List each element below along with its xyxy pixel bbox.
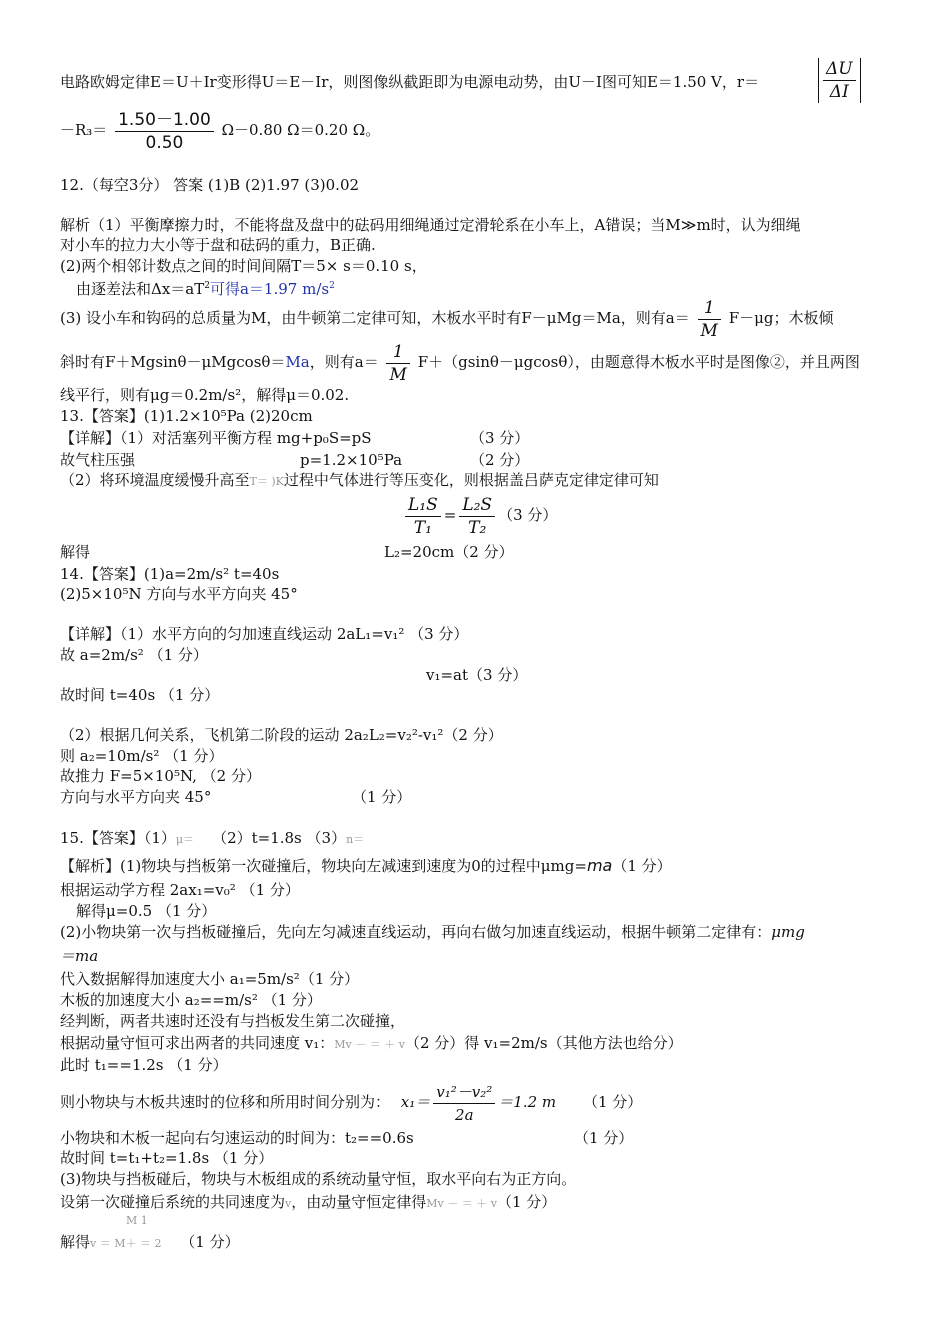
q14-e4-score: （1 分） [352,788,412,806]
q15-p7: 木板的加速度大小 a₂==m/s² （1 分） [60,991,322,1009]
q13-d1: 【详解】（1）对活塞列平衡方程 mg+p₀S=pS [60,429,372,447]
q15-p11 [60,1080,642,1126]
top-line-2-pre: －R₃＝ [60,121,108,139]
q13-d2-score: （2 分） [470,451,530,469]
q15-p16-score: （1 分） [180,1233,240,1251]
q12-c1-pre: (3) 设小车和钩码的总质量为M，由牛顿第二定律可知，木板水平时有F－μMg＝Ma，则有a＝ [60,309,690,327]
q13-formula: $\frac{\text{L₁S}}{\text{T₁}}$ = $\frac{\text{L₂S}}{\text{T₂}}$ （3 分） [402,492,557,539]
q15-p16-num: M 1 [126,1214,148,1227]
q15-p16 [60,1232,240,1254]
q13-frac-right [459,494,495,539]
q15-p6: 代入数据解得加速度大小 a₁=5m/s²（1 分） [60,970,360,988]
q13-answer: 13.【答案】(1)1.2×10⁵Pa (2)20cm [60,407,313,425]
q15-p11-score: （1 分） [582,1093,643,1111]
q12-c1-num: 1 [698,297,721,320]
q12-c2 [60,340,860,386]
q15-p2: 根据运动学方程 2ax₁=v₀² （1 分） [60,881,300,899]
q15-answer-f1: μ＝ [175,833,195,846]
q15-answer-f3: n＝ [346,833,365,846]
q14-answer2: (2)5×10⁵N 方向与水平方向夹 45° [60,585,298,603]
q14-d1: 【详解】（1）水平方向的匀加速直线运动 2aL₁=v₁² （3 分） [60,625,469,643]
q14-d3: v₁=at（3 分） [426,666,528,684]
q12-c2-post: F＋（gsinθ－μgcosθ），由题意得木板水平时是图像②，并且两图 [417,353,860,371]
q15-p1-score: （1 分） [612,857,672,875]
q12-c2-pre: 斜时有F＋Mgsinθ－μMgcosθ＝ [60,353,286,371]
q15-p1-ma: ma [586,856,613,875]
q15-answer-pre: 15.【答案】（1） [60,829,176,847]
q12-header: 12.（每空3分） 答案 (1)B (2)1.97 (3)0.02 [60,176,360,194]
q15-answer [60,828,364,850]
q15-p1 [60,856,672,876]
q15-p12-score: （1 分） [574,1129,634,1147]
q13-frac-left [405,494,441,539]
q15-p11-den: 2a [455,1105,474,1124]
q15-p11-rhs: ＝1.2 m [498,1093,557,1111]
q15-p13: 故时间 t=t₁+t₂=1.8s （1 分） [60,1149,274,1167]
q13-f-score: （3 分） [498,506,558,524]
top-line-1-text: 电路欧姆定律E＝U＋Ir变形得U＝E－Ir，则图像纵截距即为电源电动势，由U－I图可知E＝1.50 V，r＝ [60,73,760,91]
q14-d2: 故 a=2m/s² （1 分） [60,646,208,664]
q12-b1: (2)两个相邻计数点之间的时间间隔T＝5× s＝0.10 s， [60,257,427,275]
q15-p8: 经判断，两者共速时还没有与挡板发生第二次碰撞， [60,1012,406,1030]
q14-e2: 则 a₂=10m/s² （1 分） [60,747,224,765]
q14-e3: 故推力 F=5×10⁵N, （2 分） [60,767,261,785]
q12-c1-post: F－μg；木板倾 [728,309,834,327]
q15-p3: 解得μ=0.5 （1 分） [76,902,217,920]
q15-p16-faint: v ＝ M＋ ＝ 2 [90,1237,162,1250]
q15-p11-frac [433,1081,495,1126]
abs-bars [818,58,861,103]
q12-a2: 对小车的拉力大小等于盘和砝码的重力，B正确. [60,236,376,254]
q13-frac-left-num: L₁S [405,494,441,517]
top-line-2 [60,108,380,154]
abs-frac [823,58,856,103]
q15-p9-pre: 根据动量守恒可求出两者的共同速度 v₁： [60,1034,335,1052]
q13-d3 [60,470,659,492]
q12-c2-frac [386,341,409,386]
q13-frac-right-num: L₂S [459,494,495,517]
q15-p9-post: （2 分）得 v₁=2m/s（其他方法也给分） [404,1034,683,1052]
q15-p1-pre: 【解析】(1)物块与挡板第一次碰撞后，物块向左减速到速度为0的过程中μmg= [60,857,587,875]
q12-b2-pre: 由逐差法和Δx＝aT [76,280,205,298]
q13-d3-faint: T＝ )K [249,475,284,488]
q12-b2-blue: 可得a＝1.97 m/s [209,280,330,298]
abs-den: ΔI [829,82,849,102]
q12-c2-mid: ，则有a＝ [309,353,379,371]
q12-c1-den: M [700,320,718,341]
abs-num: ΔU [823,58,856,81]
q12-c1-frac [698,297,721,342]
q13-frac-left-den: T₁ [413,517,432,538]
top-line-2-post: Ω－0.80 Ω＝0.20 Ω。 [221,121,381,139]
q15-p11-num: v₁²－v₂² [433,1081,495,1104]
q15-p4 [60,922,805,942]
q13-frac-right-den: T₂ [468,517,487,538]
top-frac-num: 1.50－1.00 [115,109,214,132]
q12-b2: 由逐差法和$\Delta x=aT^2$可得a＝1.97 $m/s^2$ [76,280,335,298]
q15-p15-faint2: Mv － ＝ ＋ v [426,1197,497,1210]
q12-c2-blue: Ma [285,353,310,371]
q15-answer-mid: （2）t=1.8s （3） [212,829,347,847]
q15-p15-pre: 设第一次碰撞后系统的共同速度为 [60,1193,286,1211]
q13-d3-post: 过程中气体进行等压变化，则根据盖吕萨克定律定律可知 [283,471,659,489]
q12-a1: 解析（1）平衡摩擦力时，不能将盘及盘中的砝码用细绳通过定滑轮系在小车上，A错误；当M≫m时，认为细绳 [60,216,801,234]
q15-p14: (3)物块与挡板碰后，物块与木板组成的系统动量守恒，取水平向右为正方向。 [60,1170,577,1188]
q15-p15-faint: v [285,1197,292,1210]
q15-p5: ＝ma [60,947,99,965]
q15-p9 [60,1033,683,1055]
q13-d3-pre: （2）将环境温度缓慢升高至 [60,471,250,489]
q14-e4: 方向与水平方向夹 45° [60,788,212,806]
q13-sol: 解得 [60,543,91,561]
q12-c1 [60,296,834,342]
q15-p4-pre: (2)小物块第一次与挡板碰撞后，先向左匀减速直线运动，再向右做匀加速直线运动，根据牛顿第二定律有： [60,923,772,941]
q13-sol-eq: L₂=20cm（2 分） [384,543,514,561]
abs-fraction [818,58,861,103]
q15-p11-lhs: x₁＝ [400,1093,431,1111]
q15-p15-mid: ，由动量守恒定律得 [291,1193,427,1211]
q15-p15-score: （1 分） [496,1193,557,1211]
q14-e1: （2）根据几何关系，飞机第二阶段的运动 2a₂L₂=v₂²-v₁²（2 分） [60,726,503,744]
q15-p15 [60,1192,556,1214]
q14-answer: 14.【答案】(1)a=2m/s² t=40s [60,565,280,583]
top-fraction [115,109,214,154]
q15-p4-end: μmg [771,923,805,941]
q13-d1-score: （3 分） [470,429,530,447]
q15-p16-pre: 解得 [60,1233,91,1251]
q13-d2-eq: p=1.2×10⁵Pa [300,451,403,469]
q15-p11-text: 则小物块与木板共速时的位移和所用时间分别为： [60,1093,391,1111]
top-line-1 [60,72,759,92]
q14-d4: 故时间 t=40s （1 分） [60,686,220,704]
q13-d2: 故气柱压强 [60,451,136,469]
q12-c2-num: 1 [386,341,409,364]
q15-p9-faint: Mv － ＝ ＋ v [334,1038,405,1051]
q15-p12: 小物块和木板一起向右匀速运动的时间为：t₂==0.6s [60,1129,414,1147]
q12-c3: 线平行，则有μg＝0.2m/s²，解得μ＝0.02. [60,386,350,404]
q12-c2-den: M [389,364,407,385]
top-frac-den: 0.50 [145,132,184,153]
q15-p10: 此时 t₁==1.2s （1 分） [60,1056,228,1074]
